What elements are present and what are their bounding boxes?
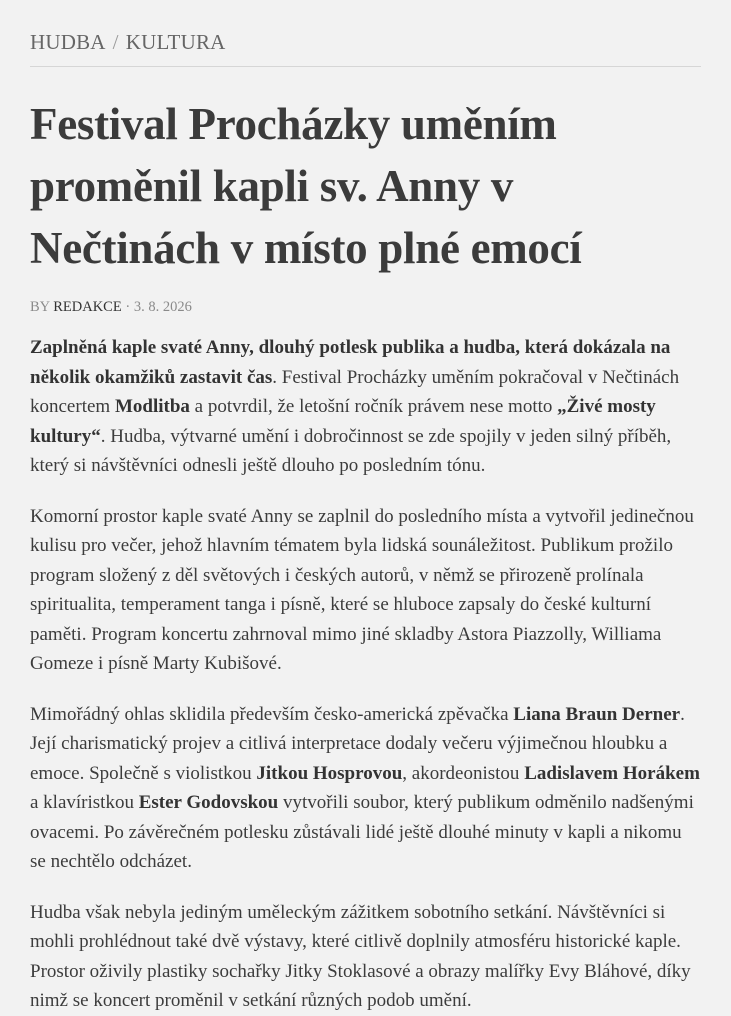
- paragraph-text: . Její charismatický projev a citlivá interpretace dodaly večeru výjimečnou hloubku a emoce. Společně s violistkou: [30, 703, 685, 784]
- breadcrumb-separator: /: [112, 30, 119, 54]
- paragraph-text: a potvrdil, že letošní ročník právem nese motto: [189, 396, 558, 417]
- paragraph-text: . Hudba, výtvarné umění i dobročinnost se zde spojily v jeden silný příběh, který si návštěvníci odnesli ještě dlouho po posledním tónu.: [30, 425, 672, 476]
- paragraph-text: vytvořili soubor, který publikum odměnilo nadšenými ovacemi. Po závěrečném potlesku zůstávali lidé ještě dlouhé minuty v kapli a nikomu se nechtělo odcházet.: [30, 792, 694, 872]
- article-title: Festival Procházky uměním proměnil kapli sv. Anny v Nečtinách v místo plné emocí: [30, 99, 582, 273]
- lead-bold-text: Zaplněná kaple svaté Anny, dlouhý potlesk publika a hudba, která dokázala na několik okamžiků zastavit čas: [30, 337, 671, 388]
- singer-name: Liana Braun Derner: [513, 703, 681, 725]
- byline-prefix: BY: [30, 299, 50, 315]
- byline-author-link[interactable]: REDAKCE: [53, 299, 122, 315]
- article-paragraph-lead: [30, 333, 701, 481]
- concert-name: Modlitba: [114, 396, 190, 417]
- paragraph-text: . Festival Procházky uměním pokračoval v Nečtinách koncertem: [30, 366, 680, 417]
- byline-separator: ·: [125, 299, 131, 315]
- breadcrumb: [30, 28, 701, 67]
- breadcrumb-link-hudba[interactable]: HUDBA: [30, 30, 106, 54]
- paragraph-text: Mimořádný ohlas sklidila především česko-americká zpěvačka: [30, 703, 514, 725]
- breadcrumb-link-kultura[interactable]: KULTURA: [125, 30, 226, 54]
- article-paragraph-4: Hudba však nebyla jediným uměleckým zážitkem sobotního setkání. Návštěvníci si mohli prohlédnout také dvě výstavy, které citlivě doplnily atmosféru historické kaple. Prostor oživily plastiky sochařky Jitky Stoklasové a obrazy malířky Evy Bláhové, díky nimž se koncert proměnil v setkání různých podob umění.: [30, 901, 691, 1011]
- paragraph-text: , akordeonistou: [402, 762, 525, 784]
- accordionist-name: Ladislavem Horákem: [524, 762, 700, 784]
- festival-motto: „Živé mosty kultury“: [30, 396, 656, 447]
- violist-name: Jitkou Hosprovou: [256, 762, 403, 784]
- article-byline: [30, 297, 701, 317]
- article-paragraph-3: [30, 700, 701, 877]
- article-paragraph-2: Komorní prostor kaple svaté Anny se zaplnil do posledního místa a vytvořil jedinečnou kulisu pro večer, jehož hlavním tématem byla lidská sounáležitost. Publikum prožilo program složený z děl světových i českých autorů, v němž se přirozeně prolínala spiritualita, temperament tanga i písně, které se hluboce zapsaly do české kulturní paměti. Program koncertu zahrnoval mimo jiné skladby Astora Piazzolly, Williama Gomeze i písně Marty Kubišové.: [30, 505, 694, 674]
- article-body: [30, 333, 701, 1016]
- paragraph-text: a klavíristkou: [30, 792, 139, 813]
- byline-date: 3. 8. 2026: [133, 299, 192, 315]
- pianist-name: Ester Godovskou: [138, 792, 279, 813]
